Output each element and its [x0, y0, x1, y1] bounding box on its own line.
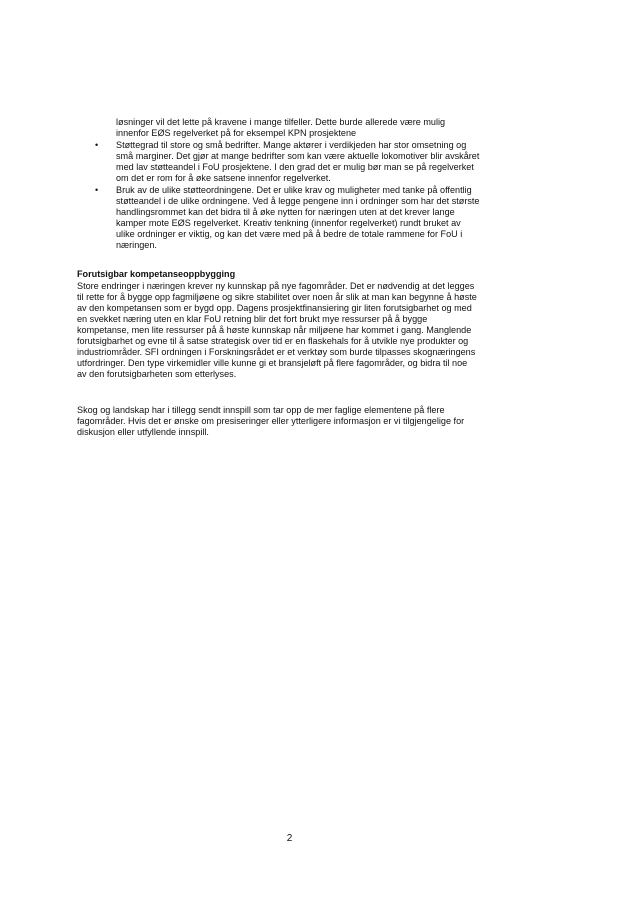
paragraph-line: til rette for å bygge opp fagmiljøene og sikre stabilitet over noen år slik at man kan begynne å høste — [77, 292, 477, 302]
bullet-item-line: ulike ordninger er viktig, og kan det være med på å bedre de totale rammene for FoU i — [116, 229, 463, 239]
bullet-marker: • — [95, 185, 99, 195]
bullet-item-line: støtteandel i de ulike ordningene. Ved å legge pengene inn i ordninger som har det største — [116, 196, 480, 206]
bullet-item-line: om det er rom for å øke satsene innenfor regelverket. — [116, 173, 331, 183]
paragraph-line: en svekket næring uten en klar FoU retning blir det fort brukt mye ressurser på å bygge — [77, 314, 428, 324]
paragraph-line: utfordringer. Den type virkemidler ville kunne gi et bransjeløft på flere fagområder, og bidra til noe — [77, 358, 468, 368]
paragraph-line: industriområder. SFI ordningen i Forskningsrådet er et verktøy som burde tilpasses skognæringens — [77, 347, 476, 357]
bullet-item-line: kamper mote EØS regelverket. Kreativ tenkning (innenfor regelverket) rundt bruket av — [116, 218, 461, 228]
bullet-item-line: Bruk av de ulike støtteordningene. Det er ulike krav og muligheter med tanke på offentlig — [116, 185, 472, 195]
bullet-continuation-line: løsninger vil det lette på kravene i mange tilfeller. Dette burde allerede være mulig — [116, 117, 446, 127]
bullet-item-line: næringen. — [116, 240, 157, 250]
paragraph-line: Store endringer i næringen krever ny kunnskap på nye fagområder. Det er nødvendig at det legges — [77, 281, 475, 291]
bullet-item-line: små marginer. Det gjør at mange bedrifter som kan være aktuelle lokomotiver blir avskåret — [116, 151, 480, 161]
bullet-marker: • — [95, 140, 99, 150]
closing-paragraph-line: Skog og landskap har i tillegg sendt innspill som tar opp de mer faglige elementene på flere — [77, 405, 445, 415]
bullet-item-line: Støttegrad til store og små bedrifter. Mange aktører i verdikjeden har stor omsetning og — [116, 140, 467, 150]
section-heading: Forutsigbar kompetanseoppbygging — [77, 269, 236, 279]
paragraph-line: av den kompetansen som er bygd opp. Dagens prosjektfinansiering gir liten forutsigbarhet og med — [77, 303, 472, 313]
paragraph-line: av den forutsigbarheten som etterlyses. — [77, 369, 237, 379]
bullet-continuation-line: innenfor EØS regelverket på for eksempel KPN prosjektene — [116, 128, 357, 138]
paragraph-line: kompetanse, men lite ressurser på å høste kunnskap når miljøene har kommet i gang. Manglende — [77, 325, 472, 335]
closing-paragraph-line: fagområder. Hvis det er ønske om presiseringer eller ytterligere informasjon er vi tilgjengelige for — [77, 416, 465, 426]
bullet-item-line: handlingsrommet kan det bidra til å øke nytten for næringen uten at det krever lange — [116, 207, 455, 217]
page-number: 2 — [286, 833, 293, 844]
bullet-item-line: med lav støtteandel i FoU prosjektene. I den grad det er mulig bør man se på regelverket — [116, 162, 474, 172]
paragraph-line: forutsigbarhet og evne til å satse strategisk over tid er en flaskehals for å utvikle nye produkter og — [77, 336, 469, 346]
closing-paragraph-line: diskusjon eller utfyllende innspill. — [77, 427, 209, 437]
